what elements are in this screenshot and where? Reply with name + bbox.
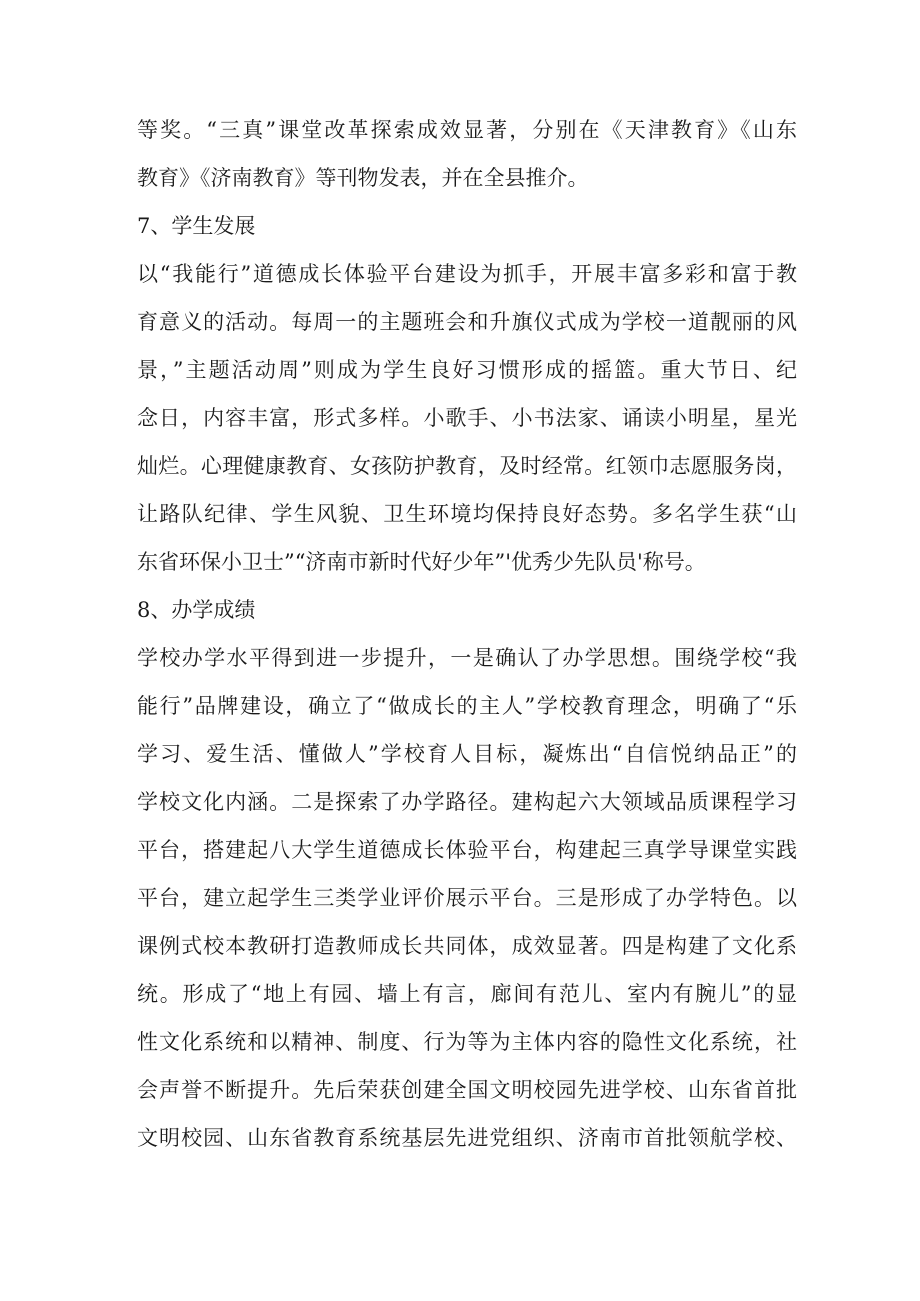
paragraph-3-line-3: 学习、爱生活、懂做人”学校育人目标，凝炼出“自信悦纳品正”的 [137,742,797,766]
paragraph-3-line-4: 学校文化内涵。二是探索了办学路径。建构起六大领域品质课程学习 [137,790,797,814]
paragraph-2-line-6: 让路队纪律、学生风貌、卫生环境均保持良好态势。多名学生获“山 [137,502,797,526]
paragraph-2-line-7: 东省环保小卫士”“济南市新时代好少年”'优秀少先队员'称号。 [137,550,706,574]
paragraph-2-line-1: 以“我能行”道德成长体验平台建设为抓手，开展丰富多彩和富于教 [137,262,797,286]
section-heading-school-achievements: 8、办学成绩 [137,598,256,622]
paragraph-3-line-5: 平台，搭建起八大学生道德成长体验平台，构建起三真学导课堂实践 [137,838,797,862]
paragraph-1-line-2: 教育》《济南教育》等刊物发表，并在全县推介。 [137,166,589,190]
section-heading-student-development: 7、学生发展 [137,214,256,238]
paragraph-3-line-7: 课例式校本教研打造教师成长共同体，成效显著。四是构建了文化系 [137,934,797,958]
paragraph-2-line-2: 育意义的活动。每周一的主题班会和升旗仪式成为学校一道靓丽的风 [137,310,797,334]
paragraph-2-line-5: 灿烂。心理健康教育、女孩防护教育，及时经常。红领巾志愿服务岗， [137,454,797,478]
paragraph-3-line-10: 会声誉不断提升。先后荣获创建全国文明校园先进学校、山东省首批 [137,1078,797,1102]
paragraph-3-line-9: 性文化系统和以精神、制度、行为等为主体内容的隐性文化系统，社 [137,1030,797,1054]
paragraph-2-line-4: 念日，内容丰富，形式多样。小歌手、小书法家、诵读小明星，星光 [137,406,797,430]
paragraph-3-line-2: 能行”品牌建设，确立了“做成长的主人”学校教育理念，明确了“乐 [137,694,797,718]
paragraph-3-line-6: 平台，建立起学生三类学业评价展示平台。三是形成了办学特色。以 [137,886,797,910]
paragraph-3-line-8: 统。形成了“地上有园、墙上有言，廊间有范儿、室内有腕儿”的显 [137,982,797,1006]
paragraph-3-line-11: 文明校园、山东省教育系统基层先进党组织、济南市首批领航学校、 [137,1126,797,1150]
paragraph-1-line-1: 等奖。“三真”课堂改革探索成效显著，分别在《天津教育》《山东 [137,118,797,142]
paragraph-2-line-3: 景，”主题活动周”则成为学生良好习惯形成的摇篮。重大节日、纪 [137,358,797,382]
paragraph-3-line-1: 学校办学水平得到进一步提升，一是确认了办学思想。围绕学校“我 [137,646,797,670]
